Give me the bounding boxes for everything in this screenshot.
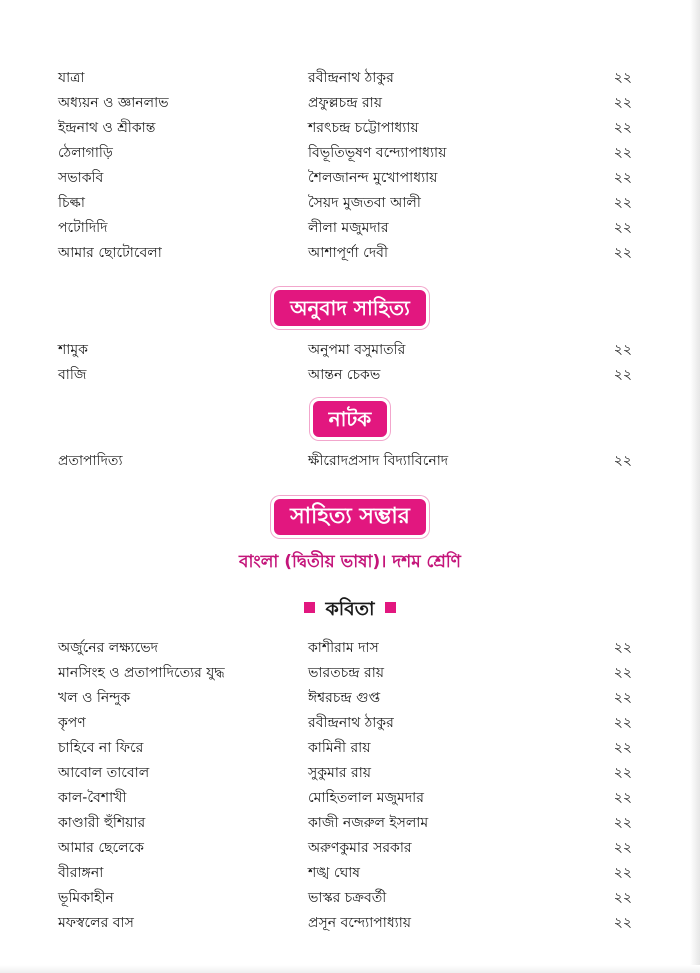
item-title: বাজি [58,367,87,383]
page-edge-shadow [690,0,700,973]
list-item [58,836,632,861]
list-item [58,761,632,786]
item-mark: ২২ [613,145,632,161]
list-item [58,363,632,388]
item-title: মফস্বলের বাস [58,915,134,931]
item-mark: ২২ [613,170,632,186]
item-author: আশাপূর্ণা দেবী [308,245,388,261]
list-item [58,91,632,116]
list-item [58,811,632,836]
item-mark: ২২ [613,367,632,383]
item-author: সৈয়দ মুজতবা আলী [308,195,421,211]
item-title: ঠেলাগাড়ি [58,145,113,161]
item-title: সভাকবি [58,170,104,186]
item-title: মানসিংহ ও প্রতাপাদিত্যের যুদ্ধ [58,665,225,681]
item-author: ভাস্কর চক্রবর্তী [308,890,387,906]
translation-heading [0,287,700,329]
item-mark: ২২ [613,790,632,806]
list-item [58,711,632,736]
item-author: প্রফুল্লচন্দ্র রায় [308,95,382,111]
translation-list [58,338,632,388]
item-mark: ২২ [613,220,632,236]
poetry-list [58,636,632,936]
list-item [58,686,632,711]
item-title: চিল্কা [58,195,85,211]
item-title: চাহিবে না ফিরে [58,740,144,756]
item-title: আমার ছেলেকে [58,840,144,856]
item-mark: ২২ [613,765,632,781]
list-item [58,191,632,216]
item-mark: ২২ [613,840,632,856]
item-author: বিভূতিভূষণ বন্দ্যোপাধ্যায় [308,145,447,161]
prose-list [58,66,632,266]
item-mark: ২২ [613,890,632,906]
section-heading-badge: অনুবাদ সাহিত্য [271,287,429,329]
square-bullet-icon [385,602,396,613]
list-item [58,786,632,811]
item-author: প্রসূন বন্দ্যোপাধ্যায় [308,915,412,931]
item-author: কামিনী রায় [308,740,371,756]
list-item [58,166,632,191]
item-title: বীরাঙ্গনা [58,865,104,881]
sahitya-heading [0,496,700,538]
item-author: কাজী নজরুল ইসলাম [308,815,429,831]
item-author: রবীন্দ্রনাথ ঠাকুর [308,715,394,731]
item-title: ভূমিকাহীন [58,890,114,906]
section-heading-badge: নাটক [310,398,391,440]
item-title: ইন্দ্রনাথ ও শ্রীকান্ত [58,120,156,136]
list-item [58,241,632,266]
item-author: ভারতচন্দ্র রায় [308,665,385,681]
list-item [58,861,632,886]
item-mark: ২২ [613,95,632,111]
item-author: সুকুমার রায় [308,765,372,781]
item-author: ক্ষীরোদপ্রসাদ বিদ্যাবিনোদ [308,453,449,469]
section-heading-badge: সাহিত্য সম্ভার [271,496,429,538]
list-item [58,449,632,474]
item-title: আমার ছোটোবেলা [58,245,162,261]
poetry-label: কবিতা [325,598,375,620]
item-mark: ২২ [613,740,632,756]
list-item [58,338,632,363]
item-mark: ২২ [613,690,632,706]
item-author: রবীন্দ্রনাথ ঠাকুর [308,70,394,86]
item-author: অরুণকুমার সরকার [308,840,412,856]
item-title: শামুক [58,342,88,358]
item-author: শৈলজানন্দ মুখোপাধ্যায় [308,170,438,186]
item-title: কাল-বৈশাখী [58,790,127,806]
list-item [58,911,632,936]
item-mark: ২২ [613,815,632,831]
item-mark: ২২ [613,245,632,261]
item-title: যাত্রা [58,70,85,86]
list-item [58,636,632,661]
item-author: কাশীরাম দাস [308,640,379,656]
item-author: আন্তন চেকভ [308,367,381,383]
item-title: আবোল তাবোল [58,765,150,781]
drama-list [58,449,632,474]
square-bullet-icon [304,602,315,613]
item-title: অর্জুনের লক্ষ্যভেদ [58,640,159,656]
list-item [58,66,632,91]
class-subtitle: বাংলা (দ্বিতীয় ভাষা)। দশম শ্রেণি [239,552,461,572]
item-mark: ২২ [613,715,632,731]
list-item [58,661,632,686]
item-mark: ২২ [613,665,632,681]
item-author: শঙ্খ ঘোষ [308,865,361,881]
drama-heading [0,398,700,440]
item-mark: ২২ [613,195,632,211]
item-mark: ২২ [613,640,632,656]
item-title: অধ্যয়ন ও জ্ঞানলাভ [58,95,169,111]
list-item [58,116,632,141]
item-mark: ২২ [613,453,632,469]
item-title: পটোদিদি [58,220,108,236]
item-mark: ২২ [613,70,632,86]
item-mark: ২২ [613,915,632,931]
list-item [58,886,632,911]
item-mark: ২২ [613,120,632,136]
list-item [58,141,632,166]
item-author: লীলা মজুমদার [308,220,389,236]
item-title: কাণ্ডারী হুঁশিয়ার [58,815,146,831]
list-item [58,216,632,241]
item-title: প্রতাপাদিত্য [58,453,123,469]
item-author: অনুপমা বসুমাতরি [308,342,406,358]
item-mark: ২২ [613,342,632,358]
item-title: কৃপণ [58,715,86,731]
item-title: খল ও নিন্দুক [58,690,131,706]
page-bottom-edge [0,965,700,973]
item-author: মোহিতলাল মজুমদার [308,790,424,806]
item-author: ঈশ্বরচন্দ্র গুপ্ত [308,690,381,706]
item-mark: ২২ [613,865,632,881]
poetry-label-row [0,595,700,623]
item-author: শরৎচন্দ্র চট্টোপাধ্যায় [308,120,419,136]
list-item [58,736,632,761]
